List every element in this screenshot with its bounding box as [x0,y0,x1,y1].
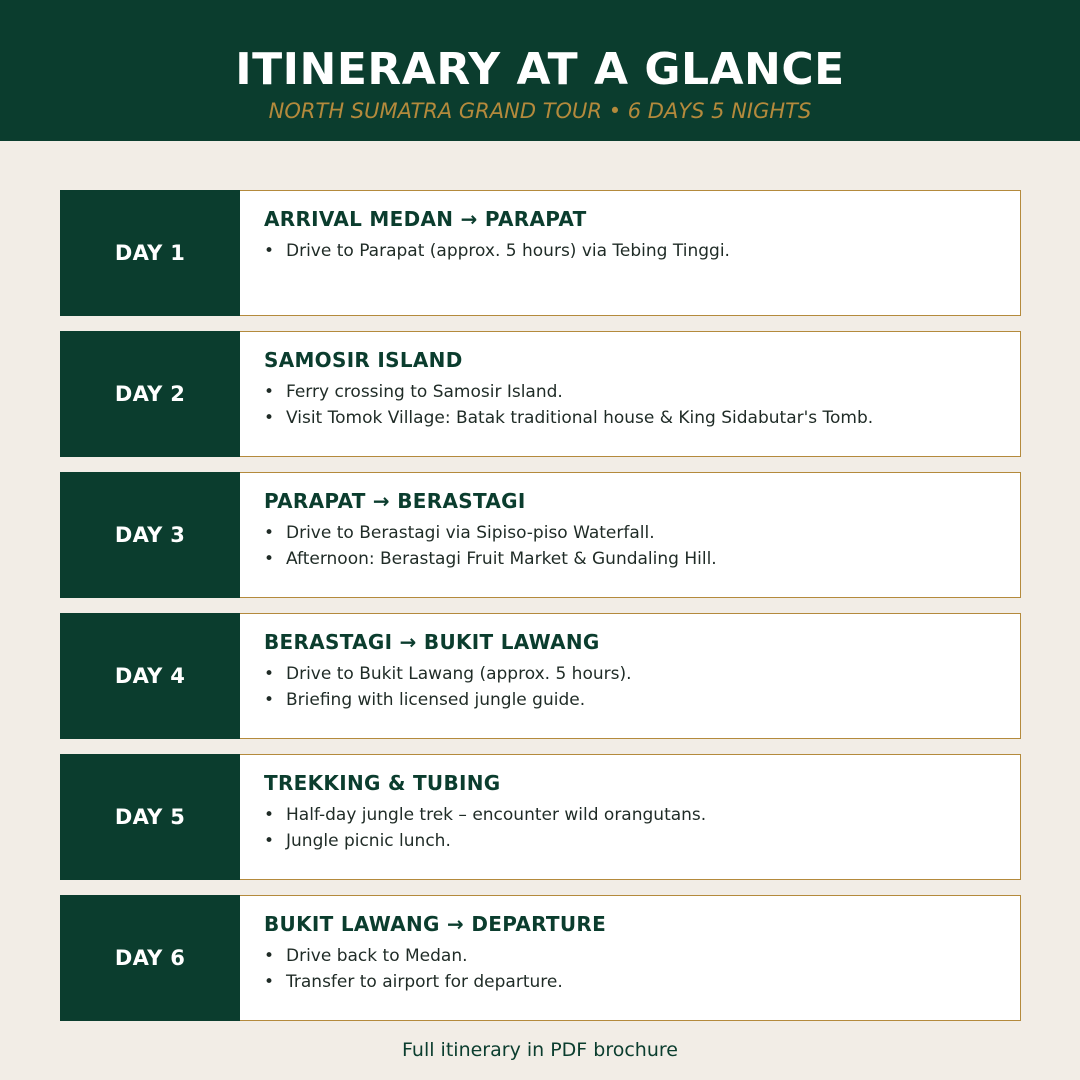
bullet-icon: • [264,805,275,825]
day-content [240,754,1021,880]
bullet-item [264,828,1020,854]
bullet-text: Ferry crossing to Samosir Island. [286,382,563,402]
day-content [240,190,1021,316]
bullet-icon: • [264,946,275,966]
bullet-item [264,802,1020,828]
bullet-icon: • [264,690,275,710]
bullet-text: Half-day jungle trek – encounter wild orangutans. [286,805,707,825]
bullet-item [264,546,1020,572]
bullet-text: Briefing with licensed jungle guide. [286,690,586,710]
day-row-5 [60,754,1021,880]
page-title: ITINERARY AT A GLANCE [235,44,845,95]
day-content [240,613,1021,739]
bullet-text: Jungle picnic lunch. [286,831,451,851]
bullet-text: Drive to Parapat (approx. 5 hours) via Tebing Tinggi. [286,241,730,261]
bullet-icon: • [264,382,275,402]
bullet-item [264,238,1020,264]
day-bullets [264,238,1020,264]
day-bullets [264,379,1020,431]
day-title: TREKKING & TUBING [264,771,501,795]
bullet-icon: • [264,241,275,261]
day-row-6 [60,895,1021,1021]
bullet-item [264,687,1020,713]
bullet-icon: • [264,523,275,543]
day-label: DAY 6 [60,895,240,1021]
bullet-item [264,943,1020,969]
bullet-icon: • [264,664,275,684]
day-label: DAY 5 [60,754,240,880]
day-title: ARRIVAL MEDAN → PARAPAT [264,207,587,231]
day-bullets [264,661,1020,713]
bullet-icon: • [264,408,275,428]
header-banner [0,0,1080,141]
day-content [240,331,1021,457]
bullet-item [264,405,1020,431]
itinerary-list [60,190,1021,1036]
bullet-icon: • [264,831,275,851]
day-label: DAY 4 [60,613,240,739]
day-label: DAY 1 [60,190,240,316]
day-content [240,895,1021,1021]
day-row-2 [60,331,1021,457]
day-title: PARAPAT → BERASTAGI [264,489,526,513]
day-bullets [264,520,1020,572]
day-title: BUKIT LAWANG → DEPARTURE [264,912,607,936]
day-label: DAY 2 [60,331,240,457]
day-label: DAY 3 [60,472,240,598]
day-title: SAMOSIR ISLAND [264,348,463,372]
bullet-item [264,520,1020,546]
day-row-4 [60,613,1021,739]
bullet-text: Transfer to airport for departure. [286,972,563,992]
day-bullets [264,802,1020,854]
bullet-icon: • [264,549,275,569]
bullet-item [264,379,1020,405]
day-content [240,472,1021,598]
bullet-text: Drive back to Medan. [286,946,468,966]
bullet-item [264,969,1020,995]
bullet-text: Drive to Berastagi via Sipiso-piso Waterfall. [286,523,655,543]
bullet-text: Drive to Bukit Lawang (approx. 5 hours). [286,664,632,684]
bullet-item [264,661,1020,687]
day-row-1 [60,190,1021,316]
day-title: BERASTAGI → BUKIT LAWANG [264,630,600,654]
page-subtitle: NORTH SUMATRA GRAND TOUR • 6 DAYS 5 NIGHTS [268,99,812,123]
day-bullets [264,943,1020,995]
bullet-icon: • [264,972,275,992]
footer-note: Full itinerary in PDF brochure [402,1039,678,1061]
bullet-text: Visit Tomok Village: Batak traditional house & King Sidabutar's Tomb. [286,408,874,428]
day-row-3 [60,472,1021,598]
bullet-text: Afternoon: Berastagi Fruit Market & Gundaling Hill. [286,549,717,569]
